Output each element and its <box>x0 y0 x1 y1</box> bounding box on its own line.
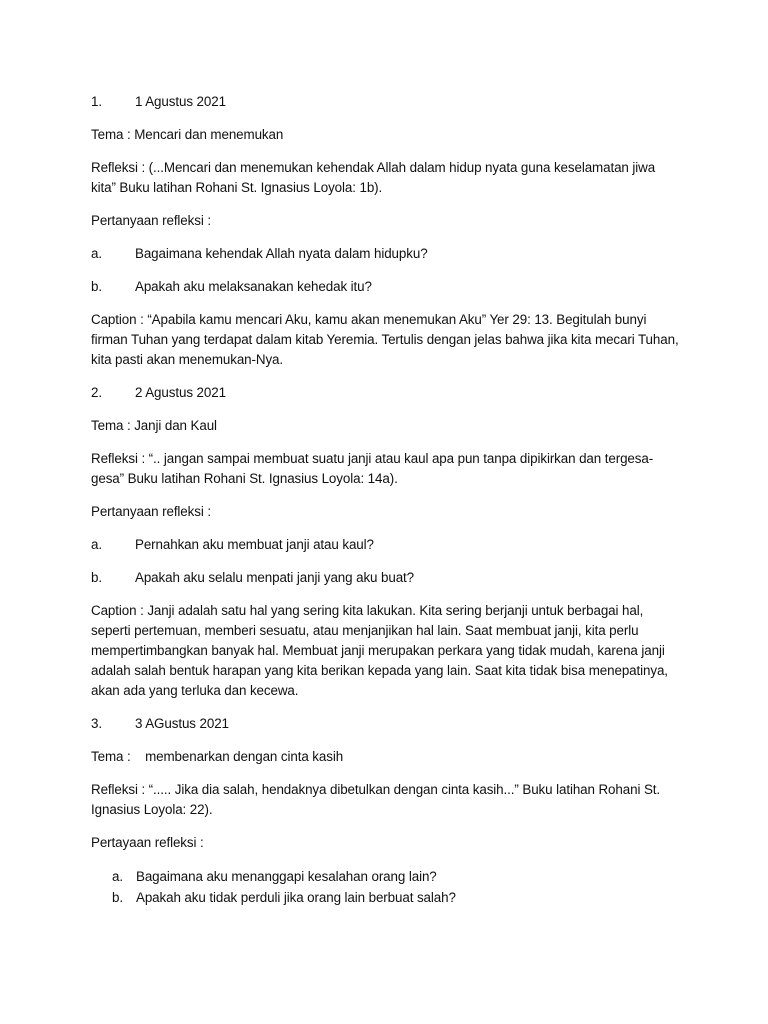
tema-line: Tema : Mencari dan menemukan <box>91 127 284 142</box>
tema-line: Tema : Janji dan Kaul <box>91 418 217 433</box>
entry-heading <box>91 383 681 403</box>
question-item <box>91 866 681 887</box>
refleksi-paragraph: Refleksi : “..... Jika dia salah, hendaknya dibetulkan dengan cinta kasih...” Buku latihan Rohani St. Ignasius Loyola: 22). <box>91 782 661 817</box>
question-item <box>91 535 681 555</box>
question-text: Apakah aku selalu menpati janji yang aku buat? <box>135 570 415 585</box>
entry-number: 3. <box>91 716 102 731</box>
question-item <box>91 277 681 297</box>
entry-date: 2 Agustus 2021 <box>135 385 226 400</box>
question-text: Bagaimana kehendak Allah nyata dalam hidupku? <box>135 246 428 261</box>
caption-paragraph: Caption : Janji adalah satu hal yang sering kita lakukan. Kita sering berjanji untuk berbagai hal, seperti pertemuan, memberi sesuatu, atau menjanjikan hal lain. Saat membuat janji, kita perlu mempertimbangkan banyak hal. Membuat janji merupakan perkara yang tidak mudah, karena janji adalah salah bentuk harapan yang kita berikan kepada yang lain. Saat kita tidak bisa menepatinya, akan ada yang terluka dan kecewa. <box>91 603 668 698</box>
entry-date: 1 Agustus 2021 <box>135 94 226 109</box>
question-text: Pernahkan aku membuat janji atau kaul? <box>135 537 374 552</box>
question-text: Apakah aku melaksanakan kehedak itu? <box>135 279 372 294</box>
refleksi-paragraph: Refleksi : (...Mencari dan menemukan kehendak Allah dalam hidup nyata guna keselamatan jiwa kita” Buku latihan Rohani St. Ignasius Loyola: 1b). <box>91 160 656 195</box>
question-item <box>91 244 681 264</box>
question-letter: a. <box>112 869 123 884</box>
question-letter: a. <box>91 246 102 261</box>
question-letter: b. <box>91 570 102 585</box>
question-item <box>91 568 681 588</box>
question-letter: b. <box>91 279 102 294</box>
question-item <box>91 887 681 908</box>
entry-3 <box>91 714 681 908</box>
pertanyaan-label: Pertanyaan refleksi : <box>91 504 211 519</box>
pertanyaan-label: Pertanyaan refleksi : <box>91 213 211 228</box>
entry-number: 1. <box>91 94 102 109</box>
entry-2 <box>91 383 681 701</box>
tema-line: Tema : membenarkan dengan cinta kasih <box>91 749 344 764</box>
refleksi-paragraph: Refleksi : “.. jangan sampai membuat suatu janji atau kaul apa pun tanpa dipikirkan dan tergesa-gesa” Buku latihan Rohani St. Ignasius Loyola: 14a). <box>91 451 654 486</box>
question-text: Apakah aku tidak perduli jika orang lain berbuat salah? <box>136 890 456 905</box>
question-text: Bagaimana aku menanggapi kesalahan orang lain? <box>136 869 437 884</box>
caption-paragraph: Caption : “Apabila kamu mencari Aku, kamu akan menemukan Aku” Yer 29: 13. Begitulah bunyi firman Tuhan yang terdapat dalam kitab Yeremia. Tertulis dengan jelas bahwa jika kita mecari Tuhan, kita pasti akan menemukan-Nya. <box>91 312 679 367</box>
entry-date: 3 AGustus 2021 <box>135 716 229 731</box>
entry-heading <box>91 714 681 734</box>
question-letter: a. <box>91 537 102 552</box>
document-body <box>91 92 681 908</box>
entry-number: 2. <box>91 385 102 400</box>
entry-heading <box>91 92 681 112</box>
entry-1 <box>91 92 681 370</box>
pertanyaan-label: Pertayaan refleksi : <box>91 835 204 850</box>
question-letter: b. <box>112 890 123 905</box>
